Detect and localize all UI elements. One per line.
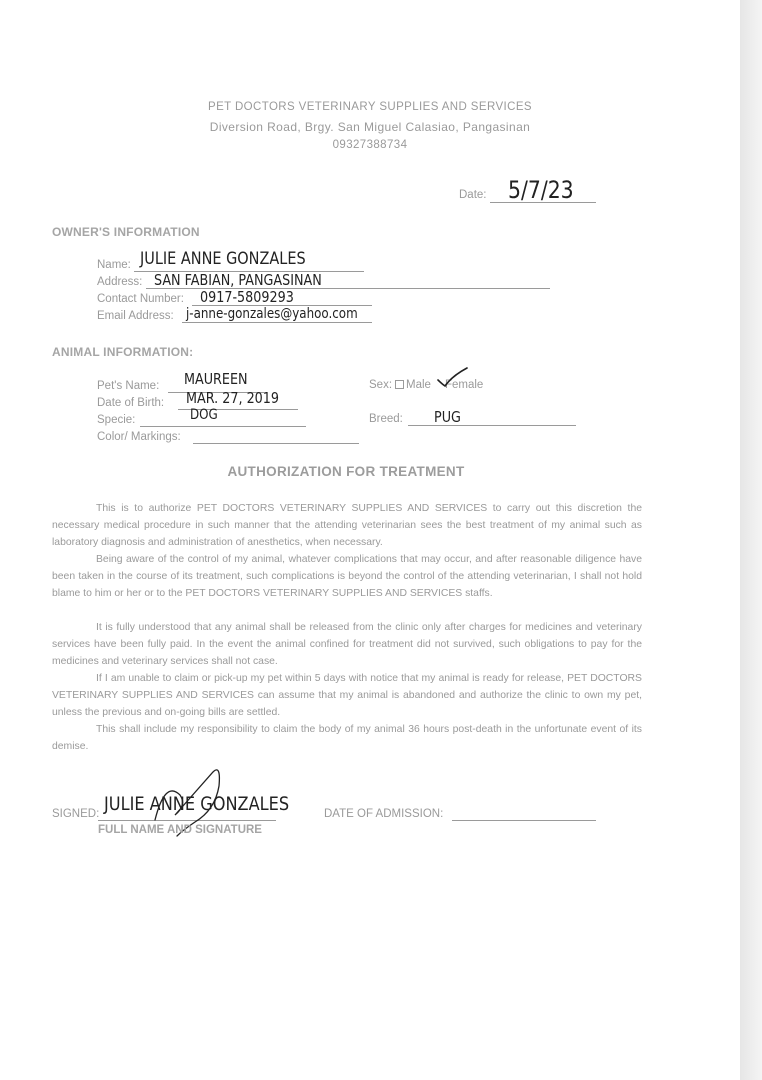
authorization-paragraph-5: This shall include my responsibility to claim the body of my animal 36 hours post-death in the unfortunate event of its demise. bbox=[52, 724, 642, 752]
male-checkbox[interactable] bbox=[395, 380, 404, 389]
signed-label: SIGNED: bbox=[52, 808, 100, 820]
dob-label: Date of Birth: bbox=[97, 397, 165, 409]
animal-heading: ANIMAL INFORMATION: bbox=[52, 345, 194, 359]
owner-email-value: j-anne-gonzales@yahoo.com bbox=[186, 306, 358, 322]
admission-line bbox=[452, 820, 596, 821]
owner-heading: OWNER'S INFORMATION bbox=[52, 225, 200, 239]
specie-value: DOG bbox=[190, 407, 218, 423]
authorization-paragraph-2: Being aware of the control of my animal, whatever complications that may occur, and after reasonable diligence have been taken in the course of its treatment, such complications is beyond the control of the attending veterinarian, I shall not hold blame to him or her or to the PET DOCTORS VETERINARY SUPPLIES AND SERVICES staffs. bbox=[52, 554, 642, 599]
dob-value: MAR. 27, 2019 bbox=[186, 389, 280, 407]
date-value: 5/7/23 bbox=[508, 176, 574, 204]
checkmark-icon bbox=[436, 366, 470, 390]
owner-address-label: Address: bbox=[97, 276, 143, 288]
owner-contact-label: Contact Number: bbox=[97, 293, 184, 305]
owner-contact-value: 0917-5809293 bbox=[200, 288, 294, 306]
specie-label: Specie: bbox=[97, 414, 136, 426]
company-address: Diversion Road, Brgy. San Miguel Calasiao, Pangasinan bbox=[209, 120, 531, 134]
authorization-paragraph-3: It is fully understood that any animal shall be released from the clinic only after charges for medicines and veterinary services have been fully paid. In the event the animal confined for treatment did not survived, such obligations to pay for the medicines and veterinary services shall not case. bbox=[52, 622, 642, 667]
authorization-title: AUTHORIZATION FOR TREATMENT bbox=[227, 464, 465, 479]
date-label: Date: bbox=[459, 189, 487, 201]
authorization-paragraph-4: If I am unable to claim or pick-up my pet within 5 days with notice that my animal is ready for release, PET DOCTORS VETERINARY SUPPLIES AND SERVICES can assume that my animal is abandoned and authorize the clinic to own my pet, unless the previous and on-going bills are settled. bbox=[52, 673, 642, 718]
owner-address-value: SAN FABIAN, PANGASINAN bbox=[154, 271, 322, 289]
owner-email-label: Email Address: bbox=[97, 310, 174, 322]
admission-label: DATE OF ADMISSION: bbox=[324, 808, 444, 820]
company-name: PET DOCTORS VETERINARY SUPPLIES AND SERVICES bbox=[208, 101, 532, 113]
male-label: Male bbox=[406, 379, 431, 391]
owner-name-value: JULIE ANNE GONZALES bbox=[140, 249, 306, 269]
sex-label: Sex: bbox=[369, 379, 393, 391]
pet-name-value: MAUREEN bbox=[184, 370, 248, 388]
color-label: Color/ Markings: bbox=[97, 431, 181, 443]
company-phone: 09327388734 bbox=[332, 139, 408, 151]
full-name-signature-label: FULL NAME AND SIGNATURE bbox=[98, 824, 262, 836]
color-line bbox=[193, 443, 359, 444]
breed-label: Breed: bbox=[369, 413, 403, 425]
authorization-paragraph-1: This is to authorize PET DOCTORS VETERINARY SUPPLIES AND SERVICES to carry out this discretion the necessary medical procedure in such manner that the attending veterinarian sees the best treatment of my animal such as laboratory diagnosis and administration of anesthetics, when necessary. bbox=[52, 503, 642, 548]
paper-edge bbox=[740, 0, 762, 1080]
pet-name-label: Pet's Name: bbox=[97, 380, 160, 392]
specie-line bbox=[140, 426, 306, 427]
signed-value: JULIE ANNE GONZALES bbox=[104, 793, 290, 815]
female-label: Female bbox=[444, 379, 484, 391]
breed-value: PUG bbox=[434, 408, 461, 426]
owner-email-line bbox=[182, 322, 372, 323]
owner-name-label: Name: bbox=[97, 259, 131, 271]
